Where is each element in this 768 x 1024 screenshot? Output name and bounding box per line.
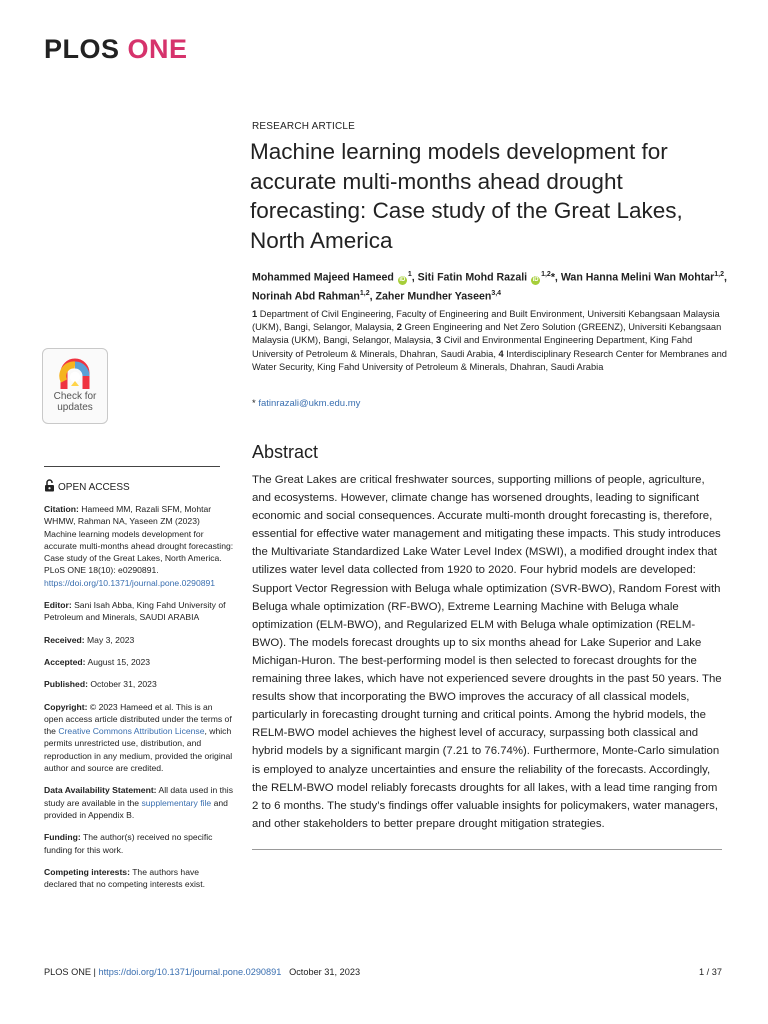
badge-line1: Check for [53,391,97,402]
badge-line2: updates [57,401,93,413]
author-name[interactable]: Norinah Abd Rahman [252,290,360,303]
competing-interests-label: Competing interests: [44,866,130,877]
data-availability-text: All data used in this study are available in the [44,785,233,808]
affil-num: 4 [498,348,504,359]
footer-journal: PLOS ONE [44,967,91,977]
email-link[interactable]: fatinrazali@ukm.edu.my [258,398,361,409]
orcid-icon[interactable]: iD [399,276,406,283]
accepted-text: August 15, 2023 [87,656,151,667]
email-star: * [252,398,256,409]
affiliations [252,308,730,374]
author-name[interactable]: Mohammed Majeed Hameed [252,271,394,284]
affil-num: 1 [252,309,258,319]
data-availability-text-end: and provided in Appendix B. [44,797,228,820]
author-sup: 1,2 [541,271,551,278]
published-text: October 31, 2023 [90,679,157,690]
logo-plos: PLOS [44,34,120,64]
citation-doi-link[interactable]: https://doi.org/10.1371/journal.pone.0290891 [44,577,216,588]
abstract-divider [252,849,722,850]
competing-interests-block [44,866,234,891]
affil-text: Interdisciplinary Research Center for Membranes and Water Security, King Fahd University of Petroleum & Minerals, Dhahran, Saudi Arabia [252,348,727,372]
author-sup: 3,4 [491,289,502,297]
author-sup: 1,2 [714,271,724,278]
corresponding-email [252,398,360,409]
editor-text: Sani Isah Abba, King Fahd University of Petroleum and Minerals, SAUDI ARABIA [44,600,226,623]
editor-block [44,599,234,624]
citation-label: Citation: [44,504,79,514]
affil-num: 3 [435,335,442,346]
data-availability-block [44,784,234,821]
page-footer [44,967,360,977]
competing-interests-text: The authors have declared that no competing interests exist. [44,866,205,890]
open-lock-icon [44,479,55,492]
accepted-block [44,656,234,668]
author-sup: 1 [407,271,412,278]
page-number: 1 / 37 [699,967,722,977]
journal-logo [44,36,188,63]
copyright-text: © 2023 Hameed et al. This is an open access article distributed under the terms of the [44,701,232,737]
open-access-text: OPEN ACCESS [58,482,130,493]
crossmark-icon [43,351,107,395]
funding-label: Funding: [44,832,81,843]
copyright-text-end: , which permits unrestricted use, distribution, and reproduction in any medium, provided the original author and source are credited. [44,726,233,774]
open-access-label [44,479,130,495]
received-label: Received: [44,634,85,645]
logo-one: ONE [127,34,188,64]
abstract-body: The Great Lakes are critical freshwater sources, supporting millions of people, agriculture, and ecosystems. However, climate change has worsened droughts, leading to significant economic and social consequences. Accurate multi-month drought forecasting is, therefore, essential for effective water management and mitigating these impacts. This study introduces the Multivariate Standardized Lake Water Level Index (MSWI), a modified drought index that utilizes water level data collected from 1920 to 2020. Four hybrid models are developed: Support Vector Regression with Beluga whale optimization (SVR-BWO), Random Forest with Beluga whale optimization (RF-BWO), Extreme Learning Machine with Beluga whale optimization (ELM-BWO), and Regularized ELM with Beluga whale optimization (RELM-BWO). The models forecast droughts up to six months ahead for Lake Superior and Lake Michigan-Huron. The best-performing model is then selected to forecast droughts for the remaining three lakes, which have not experienced severe droughts in the past 50 years. The results show that incorporating the BWO improves the accuracy of all classical models, particularly in forecasting drought turning and critical points. Among the hybrid models, the RELM-BWO model achieves the highest level of accuracy, surpassing both classical and hybrid models by a significant margin (7.21 to 76.74%). Furthermore, Monte-Carlo simulation is employed to analyze uncertainties and ensure the reliability of the forecasts. Accordingly, the RELM-BWO model reliably forecasts droughts for all lakes, with a lead time ranging from 2 to 6 months. The study’s findings offer valuable insights for policymakers, water managers, and other stakeholders to better prepare drought mitigation strategies. [252,474,722,830]
author-list: Mohammed Majeed Hameed $iD^1$, Siti Fatin Mohd Razali iD$^{1,2}$*, Wan Hanna Melini Wan Mohtar$^{1,2}$, Norinah Abd Rahman$^{1,2}$, Zaher Mundher Yaseen$^{3,4}$ [252,271,727,303]
citation-block [44,503,234,589]
affil-text: Department of Civil Engineering, Faculty of Engineering and Built Environment, Universiti Kebangsaan Malaysia (UKM), Bangi, Selangor, Malaysia, [252,309,720,333]
accepted-label: Accepted: [44,656,86,667]
author-name[interactable]: Zaher Mundher Yaseen [375,290,492,303]
published-label: Published: [44,679,88,690]
footer-separator: | [93,967,96,977]
funding-block [44,831,234,856]
author-name[interactable]: Siti Fatin Mohd Razali [417,271,528,284]
received-block [44,634,234,646]
abstract-heading: Abstract [252,442,319,462]
footer-doi-link[interactable]: https://doi.org/10.1371/journal.pone.0290891 [98,967,282,977]
article-metadata [44,503,234,900]
author-sup: 1,2 [359,289,370,297]
check-for-updates-label [42,392,108,413]
copyright-label: Copyright: [44,701,88,712]
received-text: May 3, 2023 [87,634,135,645]
sidebar-divider [44,466,220,467]
data-availability-label: Data Availability Statement: [44,785,157,796]
article-title: Machine learning models development for accurate multi-months ahead drought forecasting: Case study of the Great Lakes, North America [250,139,683,253]
license-link[interactable]: Creative Commons Attribution License [58,726,205,737]
copyright-block [44,701,234,775]
article-type: RESEARCH ARTICLE [252,121,356,132]
supplementary-link[interactable]: supplementary file [141,797,212,808]
footer-date: October 31, 2023 [289,967,361,977]
author-name[interactable]: Wan Hanna Melini Wan Mohtar [560,271,715,284]
affil-num: 2 [396,322,402,333]
citation-text: Hameed MM, Razali SFM, Mohtar WHMW, Rahman NA, Yaseen ZM (2023) Machine learning models development for accurate multi-months ahead drought forecasting: Case study of the Great Lakes, North America. PLoS ONE 18(10): e0290891. [44,504,234,576]
orcid-icon[interactable]: iD [532,276,539,283]
affil-text: Green Engineering and Net Zero Solution (GREENZ), Universiti Kebangsaan Malaysia (UKM), Bangi, Selangor, Malaysia, [252,322,722,346]
affil-text: Civil and Environmental Engineering Department, King Fahd University of Petroleum & Minerals, Dhahran, Saudi Arabia, [252,335,693,359]
funding-text: The author(s) received no specific funding for this work. [44,832,213,855]
editor-label: Editor: [44,600,72,611]
published-block [44,678,234,690]
